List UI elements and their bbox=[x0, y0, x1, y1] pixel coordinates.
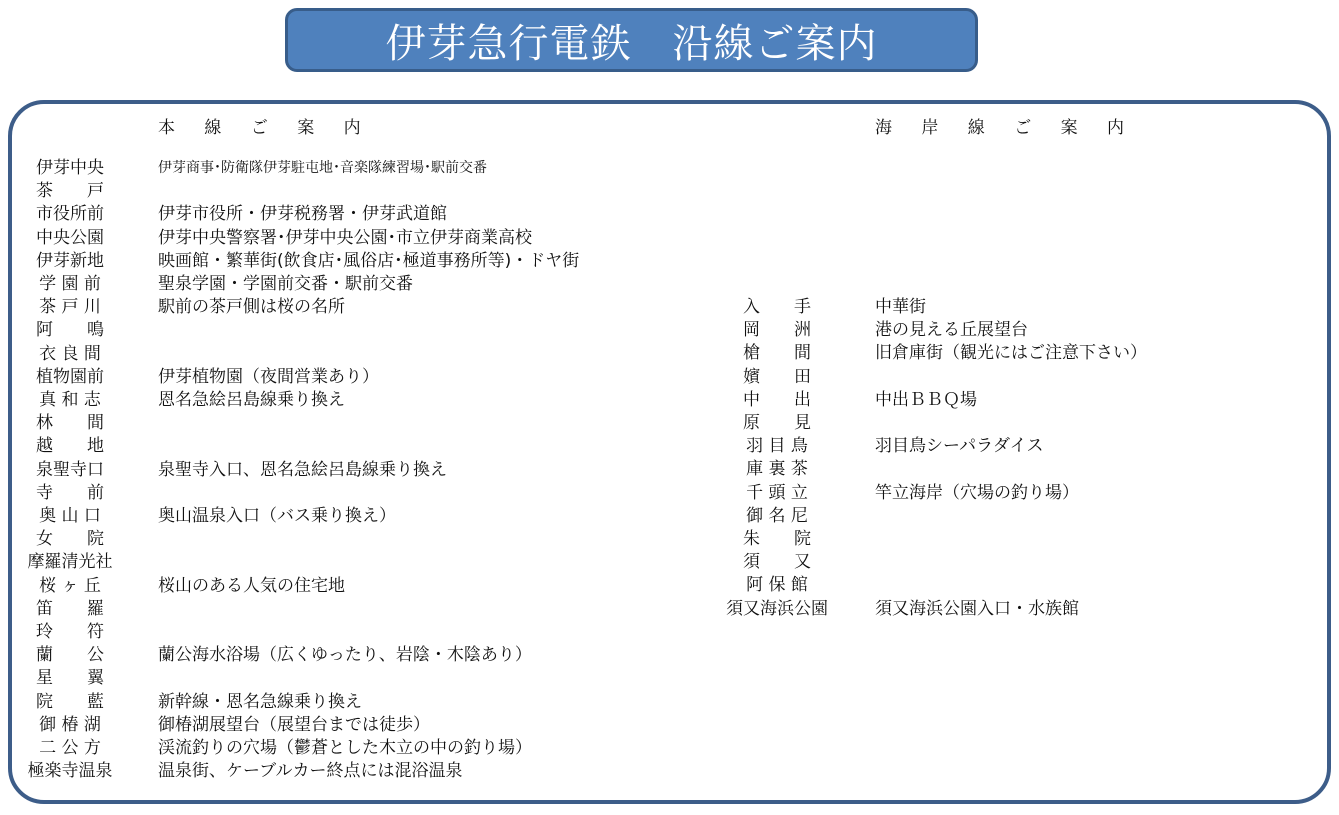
station-description: 温泉街、ケーブルカー終点には混浴温泉 bbox=[158, 761, 463, 782]
station-description: 聖泉学園・学園前交番・駅前交番 bbox=[158, 274, 413, 294]
station-row bbox=[0, 691, 1339, 714]
station-name: 羽 目 鳥 bbox=[746, 436, 808, 457]
station-name: 植物園前 bbox=[36, 366, 104, 387]
station-description: 伊芽中央警察署･伊芽中央公園･市立伊芽商業高校 bbox=[158, 227, 532, 248]
station-row bbox=[0, 203, 1339, 226]
station-row bbox=[0, 760, 1339, 783]
station-name: 学 園 前 bbox=[39, 274, 101, 294]
station-row bbox=[0, 644, 1339, 667]
station-name: 槍 間 bbox=[743, 343, 811, 364]
station-row bbox=[0, 157, 1339, 180]
station-name: 泉聖寺口 bbox=[36, 459, 104, 480]
station-description: 桜山のある人気の住宅地 bbox=[158, 575, 345, 596]
station-name: 庫 裏 茶 bbox=[746, 459, 808, 480]
station-description: 伊芽市役所・伊芽税務署・伊芽武道館 bbox=[158, 204, 447, 225]
page-title: 伊芽急行電鉄 沿線ご案内 bbox=[385, 20, 878, 67]
station-name: 嬪 田 bbox=[743, 366, 811, 387]
station-name: 越 地 bbox=[36, 436, 104, 457]
station-row bbox=[0, 250, 1339, 273]
station-row bbox=[0, 296, 1339, 319]
station-description: 伊芽植物園（夜間営業あり） bbox=[158, 366, 379, 387]
station-row bbox=[0, 435, 1339, 458]
station-row bbox=[0, 482, 1339, 505]
station-name: 中央公園 bbox=[36, 227, 104, 248]
station-row bbox=[0, 227, 1339, 250]
station-row bbox=[0, 505, 1339, 528]
station-name: 中 出 bbox=[743, 389, 811, 410]
station-name: 真 和 志 bbox=[39, 390, 101, 410]
station-description: 伊芽商事･防衛隊伊芽駐屯地･音楽隊練習場･駅前交番 bbox=[158, 160, 487, 176]
station-description: 御椿湖展望台（展望台までは徒歩） bbox=[158, 714, 430, 735]
station-name: 伊芽中央 bbox=[36, 158, 104, 178]
station-name: 阿 保 館 bbox=[746, 575, 808, 596]
station-row bbox=[0, 273, 1339, 296]
station-row bbox=[0, 412, 1339, 435]
station-row bbox=[0, 667, 1339, 690]
station-name: 茶 戸 川 bbox=[39, 297, 101, 318]
station-name: 御 椿 湖 bbox=[39, 714, 101, 735]
station-name: 極楽寺温泉 bbox=[27, 761, 113, 782]
station-row bbox=[0, 551, 1339, 574]
station-description: 蘭公海水浴場（広くゆったり、岩陰・木陰あり） bbox=[158, 645, 532, 666]
station-name: 千 頭 立 bbox=[746, 482, 808, 503]
station-name: 寺 前 bbox=[36, 482, 104, 503]
station-name: 茶 戸 bbox=[36, 181, 104, 202]
station-row bbox=[0, 389, 1339, 412]
station-name: 御 名 尼 bbox=[746, 505, 808, 526]
station-description: 竿立海岸（穴場の釣り場） bbox=[875, 482, 1079, 503]
station-name: 須又海浜公園 bbox=[726, 598, 828, 619]
station-description: 渓流釣りの穴場（鬱蒼とした木立の中の釣り場） bbox=[158, 738, 532, 758]
station-description: 須又海浜公園入口・水族館 bbox=[875, 598, 1079, 619]
station-description: 旧倉庫街（観光にはご注意下さい） bbox=[875, 343, 1147, 364]
station-name: 二 公 方 bbox=[39, 738, 101, 758]
station-name: 笛 羅 bbox=[36, 598, 104, 619]
station-row bbox=[0, 621, 1339, 644]
station-name: 伊芽新地 bbox=[36, 250, 104, 271]
station-description: 羽目鳥シーパラダイス bbox=[875, 436, 1044, 457]
station-description: 泉聖寺入口、恩名急絵呂島線乗り換え bbox=[158, 459, 447, 480]
station-name: 須 又 bbox=[743, 552, 811, 573]
station-name: 朱 院 bbox=[743, 529, 811, 549]
station-name: 院 藍 bbox=[36, 691, 104, 712]
station-name: 女 院 bbox=[36, 529, 104, 550]
station-row bbox=[0, 458, 1339, 481]
station-name: 原 見 bbox=[743, 413, 811, 433]
station-name: 岡 洲 bbox=[743, 320, 811, 341]
station-description: 奥山温泉入口（バス乗り換え） bbox=[158, 506, 396, 526]
station-row bbox=[0, 598, 1339, 621]
station-description: 中華街 bbox=[875, 297, 926, 317]
title-banner bbox=[285, 8, 978, 72]
station-row bbox=[0, 528, 1339, 551]
station-name: 奥 山 口 bbox=[39, 506, 101, 526]
coast-line-heading: 海 岸 線 ご 案 内 bbox=[875, 118, 1137, 138]
station-name: 星 翼 bbox=[36, 668, 104, 689]
station-row bbox=[0, 366, 1339, 389]
station-description: 港の見える丘展望台 bbox=[875, 320, 1028, 341]
station-name: 桜 ヶ 丘 bbox=[39, 575, 101, 596]
station-description: 新幹線・恩名急線乗り換え bbox=[158, 691, 362, 712]
station-name: 入 手 bbox=[743, 297, 811, 317]
station-name: 市役所前 bbox=[36, 204, 104, 225]
main-line-heading: 本 線 ご 案 内 bbox=[158, 118, 373, 138]
station-row bbox=[0, 714, 1339, 737]
station-name: 摩羅清光社 bbox=[27, 552, 113, 573]
station-name: 阿 鳴 bbox=[36, 320, 104, 341]
station-row bbox=[0, 574, 1339, 597]
station-description: 駅前の茶戸側は桜の名所 bbox=[158, 297, 345, 318]
station-name: 玲 符 bbox=[36, 622, 104, 642]
station-description: 恩名急絵呂島線乗り換え bbox=[158, 390, 345, 410]
station-row bbox=[0, 319, 1339, 342]
station-description: 映画館・繁華街(飲食店･風俗店･極道事務所等)・ドヤ街 bbox=[158, 250, 580, 271]
station-name: 林 間 bbox=[36, 413, 104, 434]
station-name: 衣 良 間 bbox=[39, 343, 101, 364]
station-name: 蘭 公 bbox=[36, 645, 104, 666]
station-row bbox=[0, 342, 1339, 365]
station-row bbox=[0, 180, 1339, 203]
station-description: 中出ＢＢＱ場 bbox=[875, 389, 977, 410]
station-row bbox=[0, 737, 1339, 760]
